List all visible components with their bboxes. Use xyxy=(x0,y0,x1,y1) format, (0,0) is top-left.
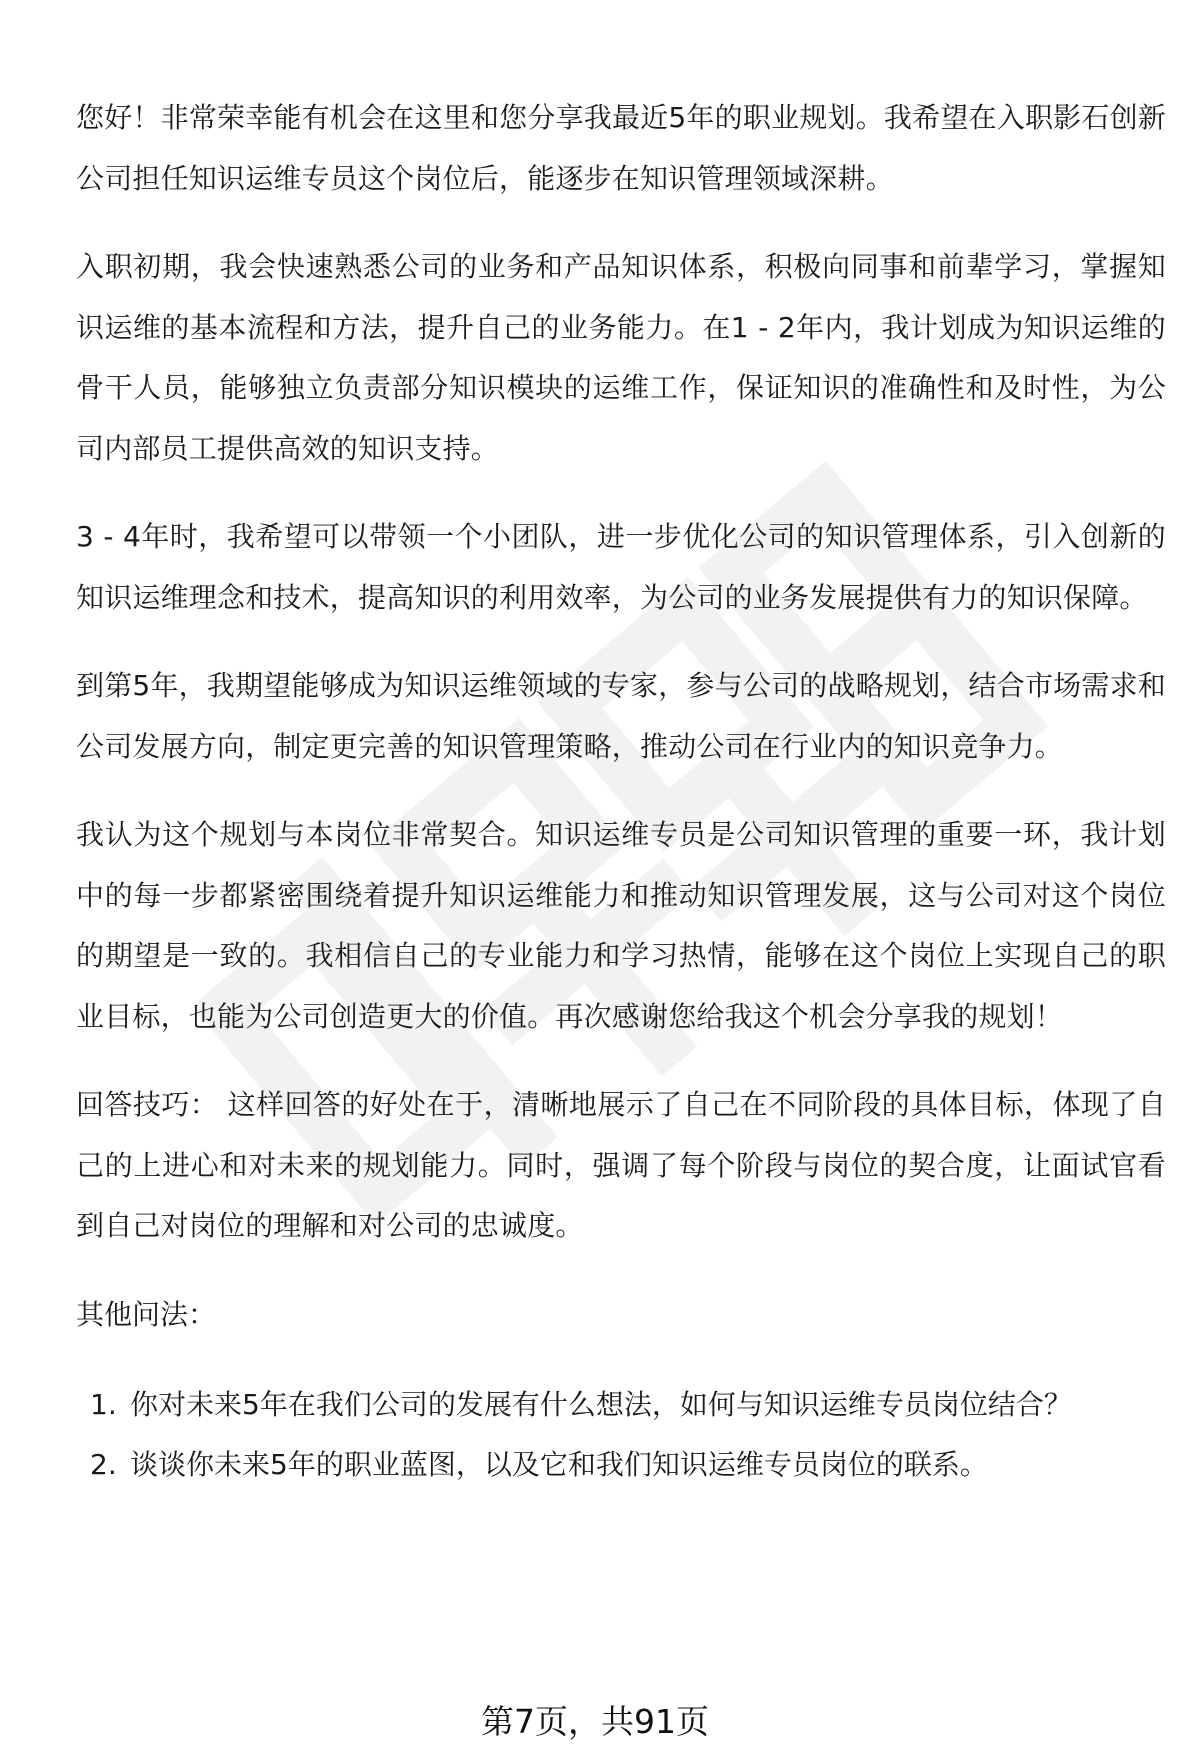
list-item-text: 谈谈你未来5年的职业蓝图，以及它和我们知识运维专员岗位的联系。 xyxy=(130,1447,988,1481)
paragraph-intro: 您好！非常荣幸能有机会在这里和您分享我最近5年的职业规划。我希望在入职影石创新公司担任知识运维专员这个岗位后，能逐步在知识管理领域深耕。 xyxy=(76,101,1166,195)
paragraph-fit: 我认为这个规划与本岗位非常契合。知识运维专员是公司知识管理的重要一环，我计划中的每一步都紧密围绕着提升知识运维能力和推动知识管理发展，这与公司对这个岗位的期望是一致的。我相信自己的专业能力和学习热情，能够在这个岗位上实现自己的职业目标，也能为公司创造更大的价值。再次感谢您给我这个机会分享我的规划！ xyxy=(76,818,1166,1033)
page-number: 第7页，共91页 xyxy=(481,1702,709,1741)
other-questions-label: 其他问法： xyxy=(76,1297,217,1331)
list-item xyxy=(90,1435,1166,1495)
list-item-number: 2. xyxy=(90,1447,117,1481)
paragraph-mid-stage: 3 - 4年时，我希望可以带领一个小团队，进一步优化公司的知识管理体系，引入创新的知识运维理念和技术，提高知识的利用效率，为公司的业务发展提供有力的知识保障。 xyxy=(76,520,1166,614)
list-item-number: 1. xyxy=(90,1387,117,1421)
other-questions-list xyxy=(76,1375,1166,1495)
paragraph-answer-tips: 回答技巧： 这样回答的好处在于，清晰地展示了自己在不同阶段的具体目标，体现了自己的上进心和对未来的规划能力。同时，强调了每个阶段与岗位的契合度，让面试官看到自己对岗位的理解和对公司的忠诚度。 xyxy=(76,1088,1166,1242)
paragraph-year-five: 到第5年，我期望能够成为知识运维领域的专家，参与公司的战略规划，结合市场需求和公司发展方向，制定更完善的知识管理策略，推动公司在行业内的知识竞争力。 xyxy=(76,669,1166,763)
list-item-text: 你对未来5年在我们公司的发展有什么想法，如何与知识运维专员岗位结合？ xyxy=(130,1387,1072,1421)
list-item xyxy=(90,1375,1166,1435)
paragraph-early-stage: 入职初期，我会快速熟悉公司的业务和产品知识体系，积极向同事和前辈学习，掌握知识运维的基本流程和方法，提升自己的业务能力。在1 - 2年内，我计划成为知识运维的骨干人员，能够独立负责部分知识模块的运维工作，保证知识的准确性和及时性，为公司内部员工提供高效的知识支持。 xyxy=(76,250,1166,465)
main-content xyxy=(76,88,1166,1495)
